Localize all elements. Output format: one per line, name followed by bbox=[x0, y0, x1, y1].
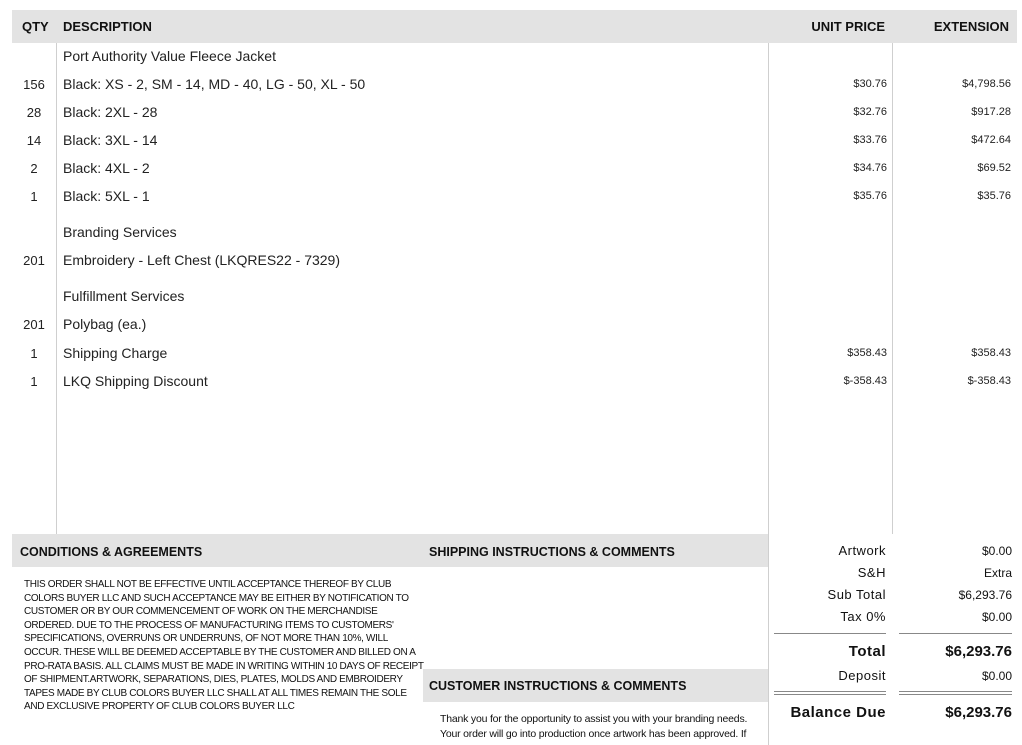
total-value: $6,293.76 bbox=[945, 643, 1012, 660]
line-unit-price: $30.76 bbox=[853, 78, 887, 90]
table-row bbox=[12, 47, 1017, 67]
conditions-title: CONDITIONS & AGREEMENTS bbox=[20, 545, 203, 559]
line-extension: $472.64 bbox=[971, 134, 1011, 146]
total-rule-right bbox=[899, 633, 1012, 634]
line-qty: 201 bbox=[23, 317, 45, 332]
line-description: Branding Services bbox=[63, 224, 177, 240]
table-row bbox=[12, 223, 1017, 243]
line-description: Fulfillment Services bbox=[63, 288, 185, 304]
table-row bbox=[12, 344, 1017, 364]
line-description: Shipping Charge bbox=[63, 345, 168, 361]
line-extension: $917.28 bbox=[971, 106, 1011, 118]
line-unit-price: $34.76 bbox=[853, 162, 887, 174]
line-extension: $-358.43 bbox=[967, 375, 1011, 387]
sh-value: Extra bbox=[983, 566, 1012, 580]
deposit-label: Deposit bbox=[838, 668, 886, 683]
total-rule-left bbox=[774, 633, 886, 634]
line-description: Black: 4XL - 2 bbox=[63, 160, 150, 176]
line-unit-price: $33.76 bbox=[853, 134, 887, 146]
subtotal-label: Sub Total bbox=[827, 587, 886, 602]
line-extension: $4,798.56 bbox=[962, 78, 1011, 90]
line-qty: 2 bbox=[30, 161, 38, 176]
subtotal-value: $6,293.76 bbox=[958, 588, 1012, 602]
artwork-label: Artwork bbox=[838, 543, 886, 558]
line-description: Black: 2XL - 28 bbox=[63, 104, 158, 120]
table-row bbox=[12, 187, 1017, 207]
total-label: Total bbox=[848, 643, 886, 660]
line-qty: 1 bbox=[30, 346, 38, 361]
balance-rule-left bbox=[774, 691, 886, 695]
customer-text: Thank you for the opportunity to assist you with your branding needs. Your order will go into production once artwork has been approved. If bbox=[440, 713, 748, 740]
table-row bbox=[12, 372, 1017, 392]
header-extension: EXTENSION bbox=[933, 19, 1009, 34]
line-description: Port Authority Value Fleece Jacket bbox=[63, 48, 276, 64]
balance-due-label: Balance Due bbox=[790, 704, 886, 721]
line-qty: 1 bbox=[30, 189, 38, 204]
header-qty: QTY bbox=[22, 19, 49, 34]
tax-value: $0.00 bbox=[981, 610, 1012, 624]
balance-rule-right bbox=[899, 691, 1012, 695]
conditions-text: THIS ORDER SHALL NOT BE EFFECTIVE UNTIL ACCEPTANCE THEREOF BY CLUB COLORS BUYER LLC AND SUCH ACCEPTANCE MAY BE EITHER BY NOTIFICATION TO CUSTOMER OR BY OUR COMMENCEMENT OF WORK ON THE MERCHANDISE ORDERED. DUE TO THE PROCESS OF MANUFACTURING ITEMS TO CUSTOMERS' SPECIFICATIONS, OVERRUNS OR UNDERRUNS, OF NOT MORE THAN 10%, WILL OCCUR. THESE WILL BE DEEMED ACCEPTABLE BY THE CUSTOMER AND BILLED ON A PRO-RATA BASIS. ALL CLAIMS MUST BE MADE IN WRITING WITHIN 10 DAYS OF RECEIPT OF SHIPMENT.ARTWORK, SEPARATIONS, DIES, PLATES, MOLDS AND EMBROIDERY TAPES MADE BY CLUB COLORS BUYER LLC SHALL AT ALL TIMES REMAIN THE SOLE AND EXCLUSIVE PROPERTY OF CLUB COLORS BUYER LLC bbox=[24, 579, 424, 713]
table-row bbox=[12, 287, 1017, 307]
line-qty: 28 bbox=[26, 105, 42, 120]
tax-label: Tax 0% bbox=[840, 609, 886, 624]
header-description: DESCRIPTION bbox=[63, 19, 152, 34]
table-row bbox=[12, 131, 1017, 151]
line-extension: $358.43 bbox=[971, 347, 1011, 359]
table-row bbox=[12, 103, 1017, 123]
line-qty: 1 bbox=[30, 374, 38, 389]
line-description: Embroidery - Left Chest (LKQRES22 - 7329) bbox=[63, 252, 341, 268]
line-unit-price: $32.76 bbox=[853, 106, 887, 118]
deposit-value: $0.00 bbox=[981, 669, 1012, 683]
line-extension: $35.76 bbox=[977, 190, 1011, 202]
line-description: Black: XS - 2, SM - 14, MD - 40, LG - 50, XL - 50 bbox=[63, 76, 366, 92]
shipping-title: SHIPPING INSTRUCTIONS & COMMENTS bbox=[429, 545, 675, 559]
line-unit-price: $358.43 bbox=[847, 347, 887, 359]
line-description: LKQ Shipping Discount bbox=[63, 373, 208, 389]
line-qty: 14 bbox=[26, 133, 42, 148]
table-row bbox=[12, 75, 1017, 95]
line-unit-price: $35.76 bbox=[853, 190, 887, 202]
line-extension: $69.52 bbox=[977, 162, 1011, 174]
table-header bbox=[12, 10, 1017, 43]
line-description: Black: 3XL - 14 bbox=[63, 132, 158, 148]
line-description: Polybag (ea.) bbox=[63, 316, 147, 332]
artwork-value: $0.00 bbox=[981, 544, 1012, 558]
line-qty: 201 bbox=[23, 253, 45, 268]
line-qty: 156 bbox=[23, 77, 45, 92]
table-row bbox=[12, 251, 1017, 271]
table-row bbox=[12, 159, 1017, 179]
customer-title: CUSTOMER INSTRUCTIONS & COMMENTS bbox=[429, 679, 687, 693]
line-unit-price: $-358.43 bbox=[843, 375, 887, 387]
table-row bbox=[12, 315, 1017, 335]
line-description: Black: 5XL - 1 bbox=[63, 188, 150, 204]
sh-label: S&H bbox=[857, 565, 886, 580]
header-unit-price: UNIT PRICE bbox=[811, 19, 885, 34]
balance-due-value: $6,293.76 bbox=[945, 704, 1012, 721]
